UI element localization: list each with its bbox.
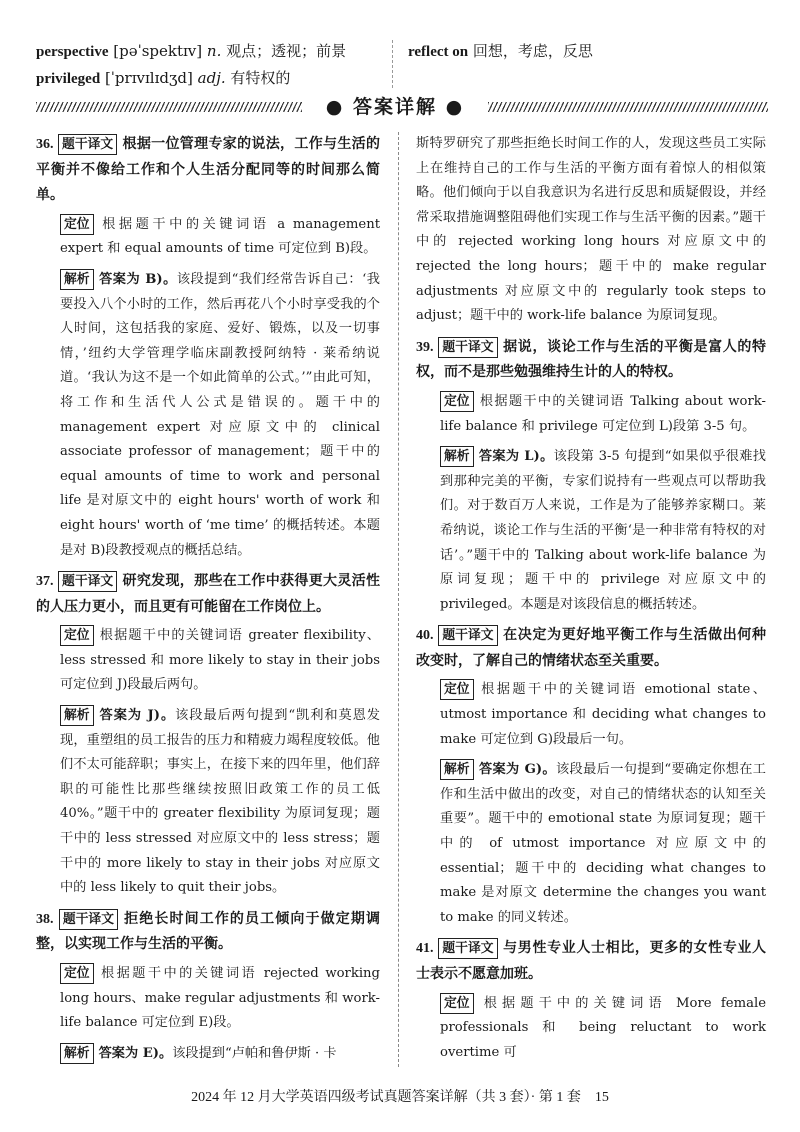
locate-tag: 定位	[440, 679, 474, 700]
stem-translation-tag: 题干译文	[58, 571, 117, 592]
stem-translation: 研究发现，那些在工作中获得更大灵活性的人压力更小，而且更有可能留在工作岗位上。	[36, 573, 380, 615]
right-column	[416, 132, 766, 1071]
vocab-term: perspective	[36, 44, 109, 60]
vocab-pos: adj.	[197, 69, 226, 87]
vocab-entry	[36, 65, 384, 92]
stem-translation-tag: 题干译文	[438, 625, 497, 646]
vocab-entry	[36, 38, 384, 65]
question-number: 41.	[416, 941, 434, 957]
stem-translation: 与男性专业人士相比，更多的女性专业人士表示不愿意加班。	[416, 940, 767, 982]
locate-text: 根据题干中的关键词语 emotional state、utmost importance 和 deciding what changes to make 可定位到 G)段最后一句。	[440, 682, 766, 747]
page-footer: 2024 年 12 月大学英语四级考试真题答案详解（共 3 套）· 第 1 套 15	[191, 1090, 609, 1105]
question-number: 37.	[36, 574, 54, 590]
vocab-list-left	[36, 38, 384, 92]
vocab-meaning: 回想，考虑，反思	[472, 42, 593, 60]
column-divider	[398, 132, 400, 1067]
stem-translation: 据说，谈论工作与生活的平衡是富人的特权，而不是那些勉强维持生计的人的特权。	[416, 338, 767, 381]
vocab-list-right	[408, 38, 768, 65]
locate-text: 根据题干中的关键词语 greater flexibility、less stressed 和 more likely to stay in their jobs 可定位到 J)段最后两句。	[60, 628, 380, 693]
answer-text: 答案为 J)。	[98, 708, 176, 724]
locate-tag: 定位	[440, 993, 474, 1014]
stem-translation: 拒绝长时间工作的员工倾向于做定期调整，以实现工作与生活的平衡。	[36, 910, 380, 953]
locate-text: 根据题干中的关键词语 rejected working long hours、make regular adjustments 和 work-life balance 可定位到 E)段。	[60, 966, 380, 1031]
vocab-meaning: 观点；透视；前景	[226, 42, 347, 60]
analysis-tag: 解析	[60, 269, 94, 290]
banner-hatch-right	[488, 102, 768, 112]
left-column	[36, 132, 380, 1072]
analysis-tag: 解析	[440, 759, 474, 780]
question-39	[416, 335, 766, 618]
vocab-term: reflect on	[408, 44, 469, 60]
question-37	[36, 569, 380, 901]
vocab-entry	[408, 38, 768, 65]
locate-tag: 定位	[60, 214, 94, 235]
question-number: 38.	[36, 911, 54, 927]
section-title: ● 答案详解 ●	[325, 96, 465, 118]
analysis-text: 该段提到“卢帕和鲁伊斯 · 卡	[172, 1045, 337, 1061]
vocab-divider	[392, 40, 394, 88]
analysis-text: 该段提到“我们经常告诉自己：‘我要投入八个小时的工作，然后再花八个小时享受我的个人时间，这包括我的家庭、爱好、锻炼，以及一切事情，’纽约大学管理学临床副教授阿纳特 · 莱希纳说道。‘我认为这不是一个如此简单的公式。’”由此可知，将工作和生活代人公式是错误的。题干中的 management expert 对应原文中的 clinical associate professor of management；题干中的 equal amounts of time to work and personal life 是对原文中的 eight hours' worth of work 和 eight hours' worth of ‘me time’ 的概括转述。本题是对 B)段教授观点的概括总结。	[60, 271, 380, 558]
vocab-term: privileged	[36, 71, 101, 87]
locate-tag: 定位	[440, 391, 474, 412]
analysis-tag: 解析	[60, 1043, 94, 1064]
analysis-text: 该段第 3-5 句提到“如果似乎很难找到那种完美的平衡，专家们说持有一些观点可以帮助我们。对于数百万人来说，工作是为了能够养家糊口。莱希纳说，谈论工作与生活的平衡‘是一种非常有特权的对话’。”题干中的 Talking about work-life balance 为原词复现；题干中的 privilege 对应原文中的 privileged。本题是对该段信息的概括转述。	[440, 449, 766, 612]
vocab-phonetic: [ˈprɪvɪlɪdʒd]	[104, 69, 193, 87]
stem-translation: 在决定为更好地平衡工作与生活做出何种改变时，了解自己的情绪状态至关重要。	[416, 627, 767, 669]
answer-text: 答案为 E)。	[98, 1045, 173, 1061]
question-40	[416, 623, 766, 930]
locate-text: 根据题干中的关键词语 More female professionals 和 being reluctant to work overtime 可	[440, 995, 766, 1060]
vocab-phonetic: [pəˈspektɪv]	[113, 42, 203, 60]
question-number: 39.	[416, 339, 434, 355]
analysis-continuation: 斯特罗研究了那些拒绝长时间工作的人，发现这些员工实际上在维持自己的工作与生活的平衡方面有着惊人的相似策略。他们倾向于以自我意识为名进行反思和质疑假设，并经常采取措施调整阻碍他们实现工作与生活平衡的因素。”题干中的 rejected working long hours 对应原文中的 rejected the long hours；题干中的 make regular adjustments 对应原文中的 regularly took steps to adjust；题干中的 work-life balance 为原词复现。	[416, 136, 766, 324]
section-banner	[36, 94, 768, 120]
vocab-meaning: 有特权的	[230, 69, 291, 87]
question-number: 40.	[416, 628, 434, 644]
stem-translation-tag: 题干译文	[59, 909, 118, 930]
answer-text: 答案为 G)。	[478, 762, 556, 778]
locate-tag: 定位	[60, 963, 94, 984]
stem-translation-tag: 题干译文	[58, 134, 117, 155]
answer-text: 答案为 L)。	[478, 449, 554, 465]
locate-tag: 定位	[60, 625, 94, 646]
question-number: 36.	[36, 137, 54, 152]
question-41	[416, 936, 766, 1065]
analysis-tag: 解析	[60, 705, 94, 726]
stem-translation-tag: 题干译文	[438, 938, 497, 959]
locate-text: 根据题干中的关键词语 a management expert 和 equal amounts of time 可定位到 B)段。	[60, 216, 380, 257]
answer-text: 答案为 B)。	[98, 271, 177, 287]
question-36	[36, 132, 380, 563]
vocab-pos: n.	[206, 42, 222, 60]
analysis-text: 该段最后两句提到“凯利和莫恩发现，重塑组的员工报告的压力和精疲力竭程度较低。他们不太可能辞职；事实上，在接下来的四年里，他们辞职的可能性比那些继续按照旧政策工作的员工低 40%。”题干中的 greater flexibility 为原词复现；题干中的 less stressed 对应原文中的 less stress；题干中的 more likely to stay in their jobs 对应原文中的 less likely to quit their jobs。	[60, 708, 380, 896]
question-38	[36, 907, 380, 1067]
locate-text: 根据题干中的关键词语 Talking about work-life balance 和 privilege 可定位到 L)段第 3-5 句。	[440, 393, 766, 434]
banner-hatch-left	[36, 102, 302, 112]
stem-translation-tag: 题干译文	[438, 337, 497, 358]
analysis-text: 该段最后一句提到“要确定你想在工作和生活中做出的改变，对自己的情绪状态的认知至关重要”。题干中的 emotional state 为原词复现；题干中的 of utmost importance 对应原文中的 essential；题干中的 deciding what changes to make 是对原文 determine the changes you want to make 的同义转述。	[440, 762, 766, 925]
stem-translation: 根据一位管理专家的说法，工作与生活的平衡并不像给工作和个人生活分配同等的时间那么简单。	[36, 136, 380, 204]
analysis-tag: 解析	[440, 446, 474, 467]
